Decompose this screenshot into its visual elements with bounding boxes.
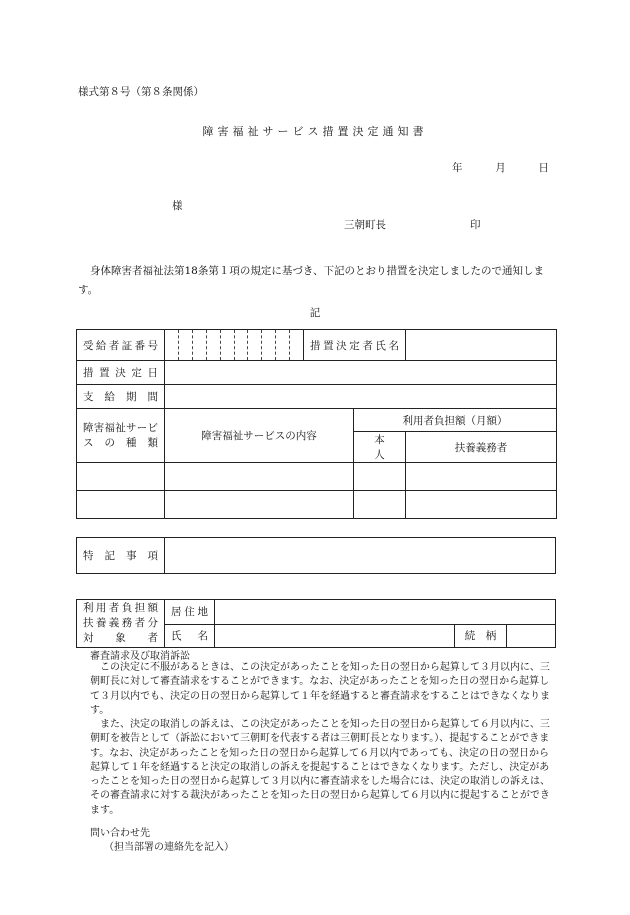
burden-supporter-cell-2[interactable] [406, 491, 557, 519]
burden-target-label-line2: 扶養義務者分 [83, 617, 158, 629]
issuer: 三朝町長 [344, 219, 386, 231]
contact-note: （担当部署の連絡先を記入） [104, 842, 234, 853]
special-notes-label: 特記事項 [77, 538, 165, 574]
burden-self-cell-2[interactable] [354, 491, 406, 519]
burden-target-table [76, 599, 556, 648]
service-content-cell-1[interactable] [165, 463, 354, 491]
decision-date-label: 措置決定日 [77, 361, 165, 385]
seal-mark: 印 [470, 219, 481, 231]
relationship-label: 続 柄 [455, 624, 507, 648]
burden-target-label [77, 600, 165, 648]
decision-table [76, 329, 557, 519]
service-type-cell-2[interactable] [77, 491, 165, 519]
address-value[interactable] [215, 600, 556, 625]
contact-heading: 問い合わせ先 [90, 828, 150, 839]
service-type-label: 障害福祉サービスの種類 [77, 409, 165, 463]
special-notes-value[interactable] [165, 538, 556, 574]
addressee: 様 [172, 200, 183, 212]
burden-target-label-line1: 利用者負担額 [83, 602, 158, 614]
date-year: 年 [452, 162, 463, 174]
name-label: 氏 名 [165, 624, 215, 648]
payment-period-label: 支給期間 [77, 385, 165, 409]
date-day: 日 [538, 162, 549, 174]
burden-target-label-line3: 対象者 [83, 632, 158, 644]
burden-supporter-cell-1[interactable] [406, 463, 557, 491]
address-label: 居住地 [165, 600, 215, 625]
document-title: 障害福祉サービス措置決定通知書 [202, 125, 428, 138]
appeal-paragraph-1: この決定に不服があるときは、この決定があったことを知った日の翌日から起算して３月以内に、三朝町長に対して審査請求をすることができます。なお、決定があったことを知った日の翌日から起算して３月以内でも、決定の日の翌日から起算して１年を経過すると審査請求をすることはできなくなります。 [90, 662, 550, 716]
burden-supporter-label: 扶養義務者 [406, 432, 557, 463]
date-month: 月 [495, 162, 506, 174]
payment-period-value[interactable] [165, 385, 557, 409]
burden-self-label: 本 人 [354, 432, 406, 463]
service-content-cell-2[interactable] [165, 491, 354, 519]
form-id: 様式第８号（第８条関係） [78, 86, 204, 98]
decided-name-value[interactable] [406, 330, 557, 361]
burden-self-cell-1[interactable] [354, 463, 406, 491]
special-notes-table [76, 537, 556, 574]
service-type-cell-1[interactable] [77, 463, 165, 491]
burden-monthly-label: 利用者負担額（月額） [354, 409, 557, 432]
appeal-paragraph-2: また、決定の取消しの訴えは、この決定があったことを知った日の翌日から起算して６月以内に、三朝町を被告として（訴訟において三朝町を代表する者は三朝町長となります。）、提起することができます。なお、決定があったことを知った日の翌日から起算して６月以内であっても、決定の日の翌日から起算して１年を経過すると決定の取消しの訴えを提起することはできなくなります。ただし、決定があったことを知った日の翌日から起算して３月以内に審査請求をした場合には、決定の取消しの訴えは、その審査請求に対する裁決があったことを知った日の翌日から起算して６月以内に提起することができます。 [90, 719, 550, 816]
decided-name-label: 措置決定者氏名 [304, 330, 406, 361]
service-content-label: 障害福祉サービスの内容 [165, 409, 354, 463]
body-text: 身体障害者福祉法第18条第１項の規定に基づき、下記のとおり措置を決定しましたので通知します。 [78, 265, 544, 296]
name-value[interactable] [215, 624, 455, 648]
decision-date-value[interactable] [165, 361, 557, 385]
appeal-heading: 審査請求及び取消訴訟 [90, 651, 190, 662]
recipient-cert-number-cells[interactable] [165, 330, 304, 361]
recipient-cert-label: 受給者証番号 [77, 330, 165, 361]
date-line [452, 160, 549, 175]
ki-heading: 記 [309, 307, 321, 319]
relationship-value[interactable] [507, 624, 556, 648]
